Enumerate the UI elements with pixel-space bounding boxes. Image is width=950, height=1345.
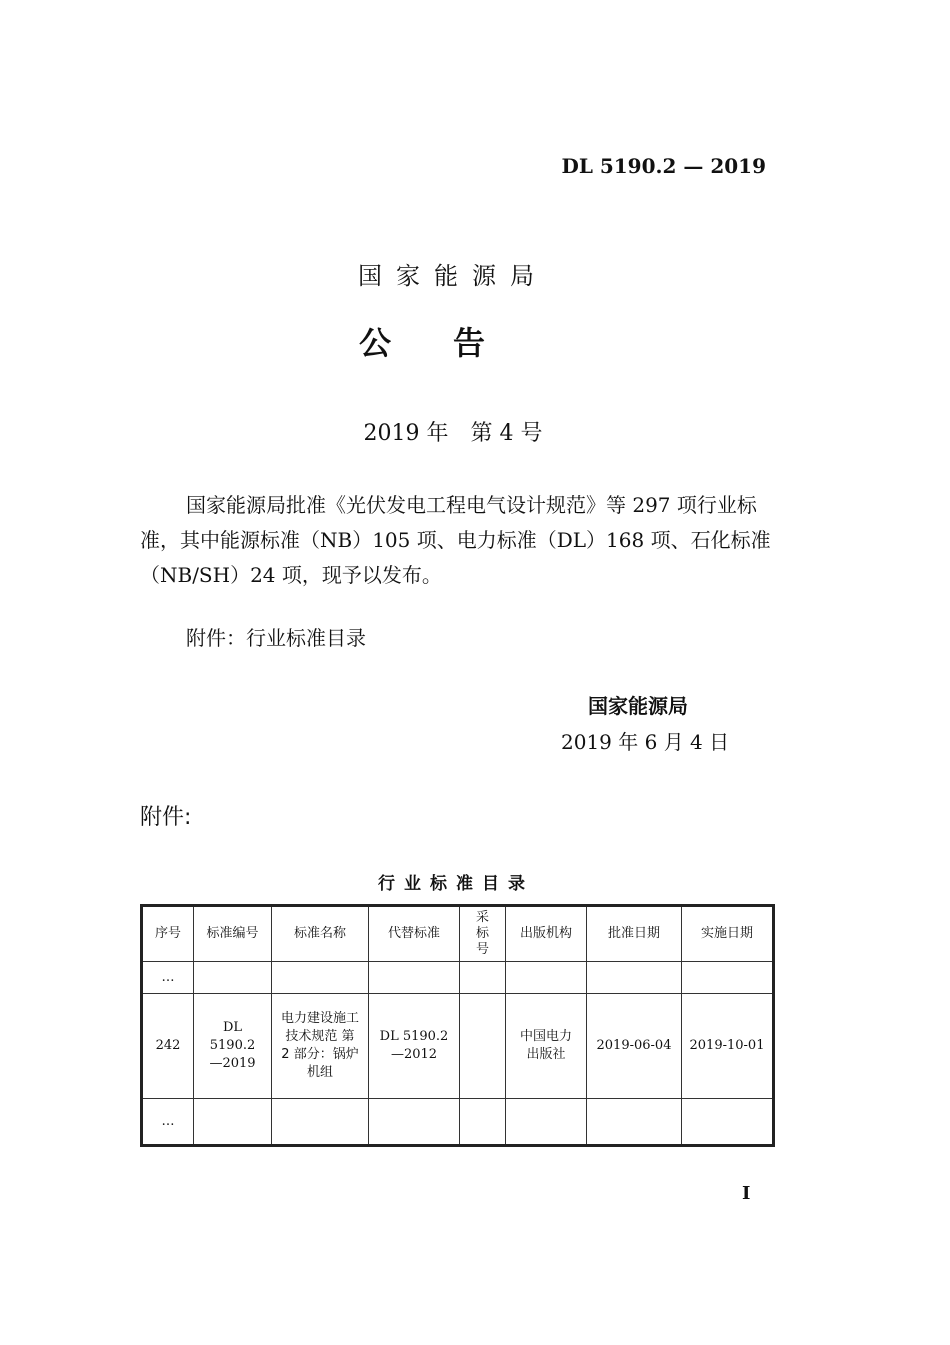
table-title: 行业标准目录 [378,874,534,894]
signature-date: 2019 年 6 月 4 日 [561,730,730,754]
attachment-heading: 附件: [140,805,192,830]
ellipsis-cell: … [142,962,194,994]
column-header-replaces: 代替标准 [369,906,460,962]
ellipsis-cell: … [142,1099,194,1146]
table-header-row [142,906,774,962]
attachment-note: 附件：行业标准目录 [186,626,366,650]
cell-effective-date: 2019-10-01 [682,994,774,1099]
document-code: DL 5190.2 — 2019 [561,154,766,178]
cell-approval-date: 2019-06-04 [587,994,682,1099]
page-number: I [742,1183,751,1204]
cell-std-name: 电力建设施工技术规范 第 2 部分：锅炉机组 [272,994,369,1099]
issuer-title: 国家能源局 [358,262,548,290]
column-header-approval-date: 批准日期 [587,906,682,962]
notice-number: 2019 年 第 4 号 [363,421,543,446]
cell-seq: 242 [142,994,194,1099]
column-header-adopted-no: 采标号 [460,906,506,962]
signature-organization: 国家能源局 [588,694,688,718]
table-row [142,962,774,994]
cell-std-no: DL 5190.2—2019 [194,994,272,1099]
cell-replaces: DL 5190.2—2012 [369,994,460,1099]
column-header-std-name: 标准名称 [272,906,369,962]
column-header-publisher: 出版机构 [506,906,587,962]
table-row [142,994,774,1099]
column-header-effective-date: 实施日期 [682,906,774,962]
column-header-seq: 序号 [142,906,194,962]
table-row [142,1099,774,1146]
notice-body: 国家能源局批准《光伏发电工程电气设计规范》等 297 项行业标准，其中能源标准（NB）105 项、电力标准（DL）168 项、石化标准（NB/SH）24 项，现予以发布。 [140,493,771,587]
cell-publisher: 中国电力出版社 [506,994,587,1099]
column-header-std-no: 标准编号 [194,906,272,962]
standards-table [140,904,775,1147]
notice-title: 公告 [358,324,547,362]
cell-adopted-no [460,994,506,1099]
